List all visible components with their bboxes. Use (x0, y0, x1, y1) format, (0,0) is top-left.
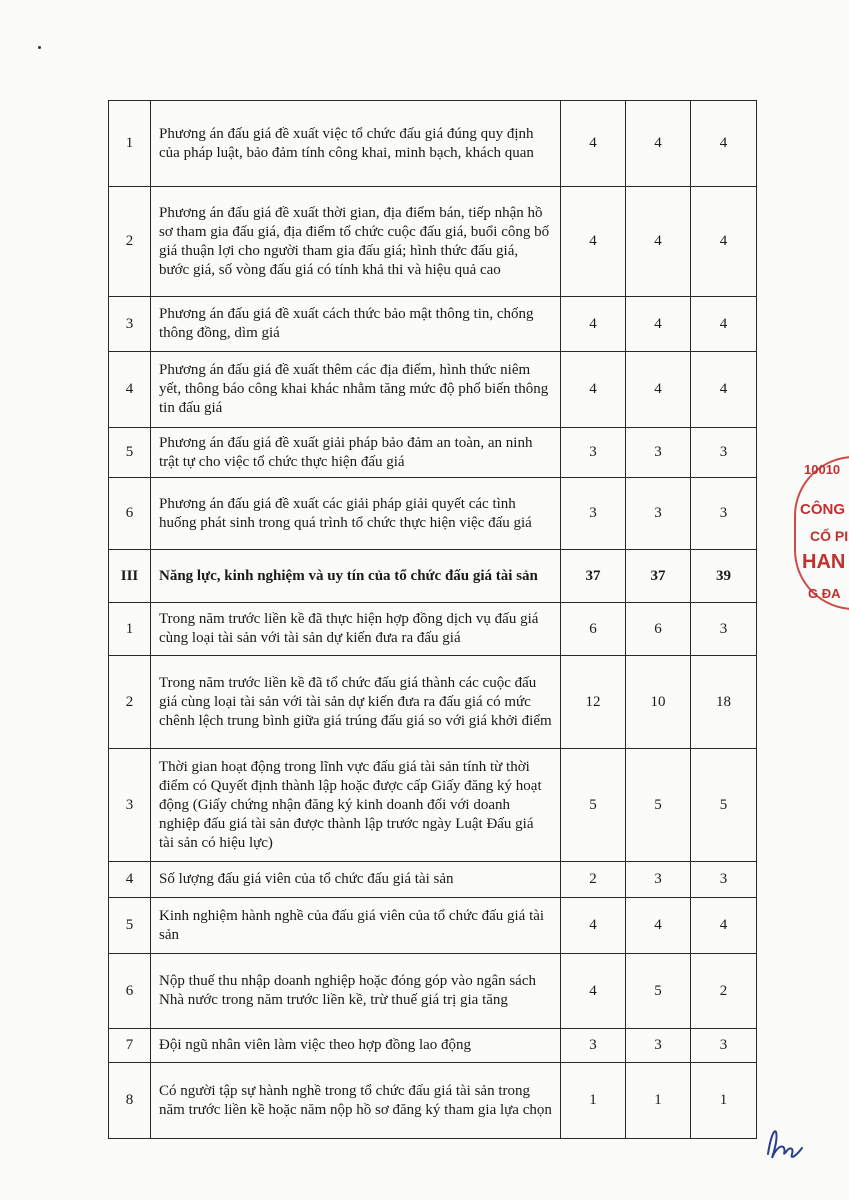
score-col-2: 3 (626, 428, 691, 478)
scan-speck (38, 46, 41, 49)
score-col-2: 5 (626, 954, 691, 1029)
criterion-text: Nộp thuế thu nhập doanh nghiệp hoặc đóng góp vào ngân sách Nhà nước trong năm trước liền kề, trừ thuế giá trị gia tăng (151, 954, 561, 1029)
section-total-1: 37 (561, 550, 626, 603)
table-row (109, 1063, 757, 1139)
score-col-3: 3 (691, 428, 757, 478)
score-col-3: 2 (691, 954, 757, 1029)
row-number: 6 (109, 478, 151, 550)
table-row (109, 749, 757, 862)
score-col-1: 4 (561, 898, 626, 954)
criterion-text: Phương án đấu giá đề xuất thêm các địa điểm, hình thức niêm yết, thông báo công khai khác nhằm tăng mức độ phổ biến thông tin đấu giá (151, 352, 561, 428)
score-col-3: 3 (691, 478, 757, 550)
row-number: 2 (109, 656, 151, 749)
seal-text: 10010 (804, 462, 841, 477)
score-col-1: 2 (561, 862, 626, 898)
criterion-text: Phương án đấu giá đề xuất thời gian, địa điểm bán, tiếp nhận hồ sơ tham gia đấu giá, địa điểm tổ chức cuộc đấu giá, buổi công bố giá thuận lợi cho người tham gia đấu giá; hình thức đấu giá, bước giá, số vòng đấu giá có tính khả thi và hiệu quả cao (151, 187, 561, 297)
score-col-3: 4 (691, 101, 757, 187)
score-col-1: 4 (561, 352, 626, 428)
row-number: 8 (109, 1063, 151, 1139)
score-col-1: 3 (561, 478, 626, 550)
row-number: 3 (109, 297, 151, 352)
criterion-text: Trong năm trước liền kề đã thực hiện hợp đồng dịch vụ đấu giá cùng loại tài sản với tài sản dự kiến đưa ra đấu giá (151, 603, 561, 656)
table-row (109, 898, 757, 954)
row-number: 1 (109, 101, 151, 187)
criteria-score-table (108, 100, 757, 1139)
criterion-text: Phương án đấu giá đề xuất việc tổ chức đấu giá đúng quy định của pháp luật, bảo đảm tính công khai, minh bạch, khách quan (151, 101, 561, 187)
score-col-3: 4 (691, 898, 757, 954)
criterion-text: Thời gian hoạt động trong lĩnh vực đấu giá tài sản tính từ thời điểm có Quyết định thành lập hoặc được cấp Giấy đăng ký hoạt động (Giấy chứng nhận đăng ký kinh doanh đối với doanh nghiệp đấu giá tài sản được thành lập trước ngày Luật Đấu giá tài sản có hiệu lực) (151, 749, 561, 862)
table-row (109, 478, 757, 550)
row-number: 3 (109, 749, 151, 862)
seal-text: G ĐA (808, 586, 841, 601)
score-col-1: 3 (561, 428, 626, 478)
row-number: 2 (109, 187, 151, 297)
criterion-text: Trong năm trước liền kề đã tổ chức đấu giá thành các cuộc đấu giá cùng loại tài sản với tài sản dự kiến đưa ra đấu giá có mức chênh lệch trung bình giữa giá trúng đấu giá so với giá khởi điểm (151, 656, 561, 749)
seal-text: CÔNG (800, 501, 845, 518)
criterion-text: Số lượng đấu giá viên của tổ chức đấu giá tài sản (151, 862, 561, 898)
signature-mark (760, 1118, 810, 1168)
table-row (109, 297, 757, 352)
score-col-2: 4 (626, 352, 691, 428)
table-row (109, 428, 757, 478)
score-col-2: 4 (626, 297, 691, 352)
row-number: 7 (109, 1029, 151, 1063)
score-col-1: 1 (561, 1063, 626, 1139)
score-col-1: 4 (561, 101, 626, 187)
table-row (109, 1029, 757, 1063)
score-col-2: 6 (626, 603, 691, 656)
score-col-1: 6 (561, 603, 626, 656)
table-row (109, 954, 757, 1029)
score-col-2: 3 (626, 862, 691, 898)
score-col-3: 4 (691, 297, 757, 352)
row-number: 4 (109, 862, 151, 898)
score-col-2: 3 (626, 478, 691, 550)
criterion-text: Đội ngũ nhân viên làm việc theo hợp đồng lao động (151, 1029, 561, 1063)
criterion-text: Phương án đấu giá đề xuất giải pháp bảo đảm an toàn, an ninh trật tự cho việc tổ chức thực hiện đấu giá (151, 428, 561, 478)
section-header-row (109, 550, 757, 603)
score-col-2: 4 (626, 898, 691, 954)
table-row (109, 187, 757, 297)
section-total-3: 39 (691, 550, 757, 603)
row-number: 4 (109, 352, 151, 428)
score-col-3: 18 (691, 656, 757, 749)
score-col-2: 10 (626, 656, 691, 749)
score-col-2: 5 (626, 749, 691, 862)
score-col-2: 1 (626, 1063, 691, 1139)
section-number: III (109, 550, 151, 603)
row-number: 5 (109, 428, 151, 478)
score-col-1: 3 (561, 1029, 626, 1063)
score-col-3: 3 (691, 862, 757, 898)
seal-text: CỔ PI (810, 528, 849, 544)
criterion-text: Có người tập sự hành nghề trong tổ chức đấu giá tài sản trong năm trước liền kề hoặc năm nộp hồ sơ đăng ký tham gia lựa chọn (151, 1063, 561, 1139)
criterion-text: Phương án đấu giá đề xuất các giải pháp giải quyết các tình huống phát sinh trong quá trình tổ chức thực hiện việc đấu giá (151, 478, 561, 550)
row-number: 6 (109, 954, 151, 1029)
score-col-1: 4 (561, 954, 626, 1029)
table-row (109, 352, 757, 428)
score-col-2: 4 (626, 187, 691, 297)
score-col-3: 3 (691, 603, 757, 656)
score-col-3: 5 (691, 749, 757, 862)
score-col-3: 4 (691, 187, 757, 297)
seal-text: HAN (802, 551, 846, 573)
criterion-text: Kinh nghiệm hành nghề của đấu giá viên của tổ chức đấu giá tài sản (151, 898, 561, 954)
table-row (109, 603, 757, 656)
score-col-3: 1 (691, 1063, 757, 1139)
score-col-1: 5 (561, 749, 626, 862)
row-number: 5 (109, 898, 151, 954)
company-seal (790, 456, 849, 616)
score-col-1: 4 (561, 187, 626, 297)
table-row (109, 101, 757, 187)
score-col-2: 4 (626, 101, 691, 187)
score-col-3: 4 (691, 352, 757, 428)
score-col-2: 3 (626, 1029, 691, 1063)
table-row (109, 862, 757, 898)
score-col-3: 3 (691, 1029, 757, 1063)
criterion-text: Phương án đấu giá đề xuất cách thức bảo mật thông tin, chống thông đồng, dìm giá (151, 297, 561, 352)
score-col-1: 12 (561, 656, 626, 749)
row-number: 1 (109, 603, 151, 656)
section-title: Năng lực, kinh nghiệm và uy tín của tổ chức đấu giá tài sản (151, 550, 561, 603)
table-row (109, 656, 757, 749)
section-total-2: 37 (626, 550, 691, 603)
score-col-1: 4 (561, 297, 626, 352)
